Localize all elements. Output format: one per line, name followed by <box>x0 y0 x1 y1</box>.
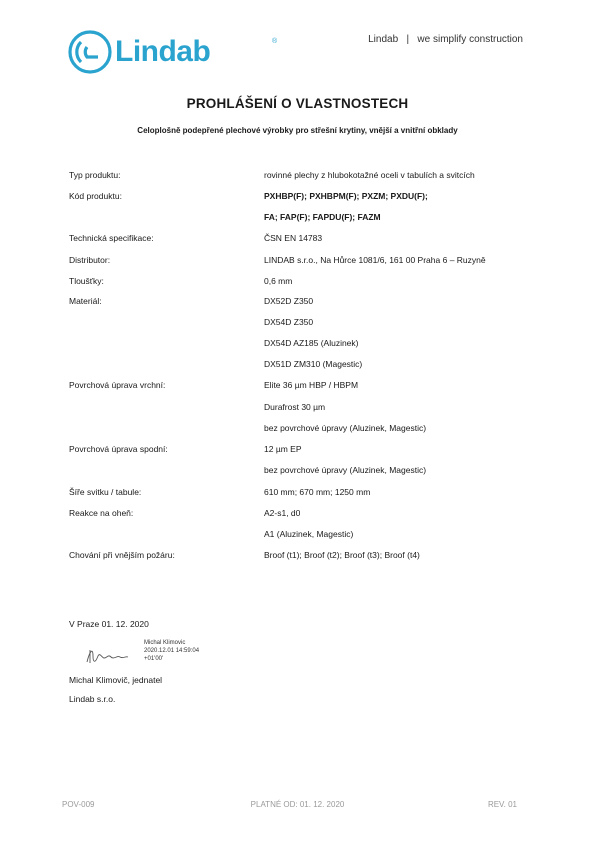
company-name: Lindab s.r.o. <box>69 694 116 704</box>
property-value: FA; FAP(F); FAPDU(F); FAZM <box>264 212 381 222</box>
property-value: Durafrost 30 µm <box>264 402 326 412</box>
digital-signature-timezone: +01'00' <box>144 656 164 662</box>
property-label: Technická specifikace: <box>69 233 154 243</box>
property-label: Materiál: <box>69 296 102 306</box>
digital-signature-name: Michal Klimovic <box>144 640 186 646</box>
property-value: bez povrchové úpravy (Aluzinek, Magestic) <box>264 465 427 475</box>
property-label: Kód produktu: <box>69 191 122 201</box>
property-value: bez povrchové úpravy (Aluzinek, Magestic) <box>264 423 427 433</box>
property-value: DX54D AZ185 (Aluzinek) <box>264 338 359 348</box>
digital-signature-date: 2020.12.01 14:59:04 <box>144 648 200 654</box>
property-value: PXHBP(F); PXHBPM(F); PXZM; PXDU(F); <box>264 191 428 201</box>
signer-name: Michal Klimovič, jednatel <box>69 675 163 685</box>
property-value: DX51D ZM310 (Magestic) <box>264 359 363 369</box>
logo-wordmark: Lindab <box>115 35 211 68</box>
property-label: Reakce na oheň: <box>69 508 134 518</box>
property-value: A2-s1, d0 <box>264 508 301 518</box>
footer-revision: REV. 01 <box>487 800 517 809</box>
property-label: Tloušťky: <box>69 276 104 286</box>
property-label: Chování při vnějším požáru: <box>69 550 175 560</box>
place-date: V Praze 01. 12. 2020 <box>69 619 149 629</box>
property-value: 0,6 mm <box>264 276 293 286</box>
property-value: 610 mm; 670 mm; 1250 mm <box>264 487 371 497</box>
logo-registered-mark: ® <box>272 38 278 45</box>
property-value: 12 µm EP <box>264 444 302 454</box>
property-value: Elite 36 µm HBP / HBPM <box>264 380 359 390</box>
lindab-logo-icon <box>68 30 112 74</box>
header-tagline: Lindab | we simplify construction <box>368 34 523 45</box>
property-value: rovinné plechy z hlubokotažné oceli v tabulích a svitcích <box>264 170 475 180</box>
property-value: LINDAB s.r.o., Na Hůrce 1081/6, 161 00 Praha 6 – Ruzyně <box>264 255 486 265</box>
document-subtitle: Celoplošně podepřené plechové výrobky pro střešní krytiny, vnější a vnitřní obklady <box>137 126 458 135</box>
footer-document-code: POV-009 <box>62 800 95 809</box>
digital-signature-info <box>144 639 199 663</box>
property-label: Povrchová úprava vrchní: <box>69 380 166 390</box>
property-value: DX54D Z350 <box>264 317 314 327</box>
property-value: A1 (Aluzinek, Magestic) <box>264 529 354 539</box>
property-label: Šíře svitku / tabule: <box>69 487 142 497</box>
property-label: Typ produktu: <box>69 170 121 180</box>
footer-valid-from: PLATNÉ OD: 01. 12. 2020 <box>250 800 345 809</box>
property-value: Broof (t1); Broof (t2); Broof (t3); Broof (t4) <box>264 550 420 560</box>
document-title: PROHLÁŠENÍ O VLASTNOSTECH <box>186 96 409 111</box>
handwritten-signature <box>84 644 130 668</box>
property-label: Povrchová úprava spodní: <box>69 444 168 454</box>
property-value: DX52D Z350 <box>264 296 314 306</box>
property-label: Distributor: <box>69 255 111 265</box>
property-value: ČSN EN 14783 <box>264 233 323 243</box>
